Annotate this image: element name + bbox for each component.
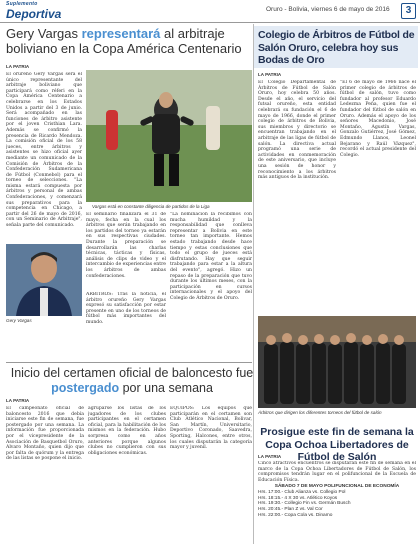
brand-small: Suplemento — [6, 1, 38, 7]
article3-headline — [10, 366, 254, 396]
article1-col1: El orureño Gery Vargas será el único representante del arbitraje boliviano que participará como réferi en la Copa América Centenario a celebrarse en los Estados Unidos a partir del 3 de junio. Será acompañado en las funciones de árbitro asistente por el joven Cristhian Lara. Además se confirmó la presencia de Ricardo Mendoza. La comisión oficial de los 58 jueces, entre árbitros y asistentes se hizo oficial ayer mediante un comunicado de la Comisión de Árbitros de la Confederación Sudamericana de Fútbol (Conmebol) para el torneo de selecciones. "La misma estará compuesta por árbitros y personal de ambas Confederaciones, y comenzará sus preparativos para la competencia en Chicago, a partir del 26 de mayo de 2016, con un Seminario de Arbitraje", señala parte del comunicado. — [6, 72, 82, 229]
schedule-row: Hrs. 20:45.- Plan Z vs. Val Cor — [258, 507, 323, 513]
article1-col2b: ÁRBITROS: Tras la noticia, el árbitro orureño Gery Vargas expresó su satisfacción por estar presente en uno de los torneos de fútbol más importantes del mundo. — [86, 292, 166, 325]
section-divider — [6, 362, 252, 363]
portrait-photo — [6, 244, 82, 316]
referees-group-caption: Árbitros que dirigen los diferentes torneos del fútbol de salón — [258, 410, 382, 415]
schedule-title: SÁBADO 7 DE MAYO POLIFUNCIONAL DE ECONOMÍA — [274, 484, 400, 489]
article1-headline — [6, 26, 256, 56]
schedule-row: Hrs. 18:15.- 4 X 30 vs. Atlético Koyos — [258, 495, 338, 501]
schedule-row: Hrs. 22:00.- Copa Cola vs. Dinamo — [258, 512, 333, 518]
referee-photo — [86, 70, 252, 202]
brand-name: Deportiva — [6, 7, 62, 21]
portrait-caption: Gery Vargas — [6, 318, 32, 323]
schedule-row: Hrs. 19:30.- Collegio Fin vs. Germán Busch — [258, 501, 351, 507]
referee-photo-image — [86, 70, 252, 202]
schedule-row: Hrs. 17:00.- Club Alianza vs. Collegio Pol — [258, 489, 346, 495]
article2-col1: El Colegio Departamental de Árbitros de Fútbol de Salón Oruro, hoy celebra 50 años. Desde el año, el servicio del futsal orureño, esta entidad celebrará su fundación el 6 de mayo de 1966, donde el primer colegio de árbitros de Bolivia, sus miembros y directorio se encuentran trabajando en el arbitraje de las ligas de fútbol de salón. La directiva actual programó una serie de actividades en conmemoración de este aniversario, que incluye una sesión de honor y reconocimiento a los árbitros más antiguos de la institución. — [258, 80, 336, 181]
article4-tag: LA PATRIA — [258, 454, 282, 459]
referees-group-image — [258, 316, 416, 408]
article3-col2: agruparse los listas de los jugadores de los clubes participantes en el certamen oficial, para la habilitación de los mismos en la federación. Hubo sorpresa como en años anteriores porque algunos clubes no cumplieron con sus obligaciones económicas. — [88, 406, 166, 456]
portrait-photo-image — [6, 244, 82, 316]
headline-text: Gery Vargas — [6, 26, 82, 41]
article2-col2: "El 6 de mayo de 1966 nace el primer colegio de árbitros de fútbol de salón, tuvo como fundador al profesor Eduardo Ledezma Peña, quien fue el fundador del fútbol de salón en Oruro. Además el apoyo de los señores Macedonio, José Montaño, Agustín Vargas, Gonzalo Gutiérrez, José Gómez, Edmundo Llanos, Leonel Bejarano y Raúl Vázquez", recordó el actual presidente del Colegio. — [340, 80, 416, 158]
article1-tag: LA PATRIA — [6, 64, 30, 69]
referees-group-photo — [258, 316, 416, 408]
dateline: Oruro - Bolivia, viernes 6 de mayo de 2016 — [266, 6, 390, 13]
headline-text: Inicio del certamen oficial de baloncesto fue — [10, 366, 254, 380]
article1-col3: "La nominación la recibimos con mucha humildad y la responsabilidad que conlleva representar a Bolivia en este torneo tan importante. Hemos estado trabajando desde hace tiempo y estas conclusiones que todo el grupo de jueces está disfrutando. Hay que seguir trabajando para estar a la altura del evento", agregó. Hizo un repaso de la preparación que tuvo durante los últimos meses, con la participación en cursos internacionales y el apoyo del Colegio de Árbitros de Oruro. — [170, 212, 252, 301]
headline-text-2: al arbitraje boliviano en la Copa América Centenario — [6, 26, 242, 56]
headline-highlight: representará — [81, 26, 161, 41]
brand-logo — [6, 2, 61, 20]
article3-col1: El campeonato oficial de baloncesto 2016 que debía iniciarse este fin de semana, fue postergado por una semana. La información fue proporcionada por el vicepresidente de la Asociación de Basquetbol Oruro, Alvaro Montaño, quien dijo que por falta de quórum y la entrega de las listas se pospone el inicio. — [6, 406, 84, 462]
article4-headline: Prosigue este fin de semana la Copa Ochoa Libertadores de Fútbol de Salón — [260, 426, 414, 463]
article1-col2: El seminario finalizará el 31 de mayo, fecha en la cual los árbitros que serán trabajando en los partidos del torneo ya estarán en sus respectivas ciudades. Durante la preparación se desarrollarán las charlas técnicas, tácticas y físicas, análisis de clips de video y el intercambio de experiencias entre los árbitros de ambas confederaciones. — [86, 212, 166, 279]
article3-tag: LA PATRIA — [6, 398, 30, 403]
column-divider — [253, 24, 254, 544]
article2-headline: Colegio de Árbitros de Fútbol de Salón Oruro, celebra hoy sus Bodas de Oro — [258, 29, 415, 66]
match-schedule — [258, 484, 416, 519]
masthead — [0, 0, 420, 23]
referee-photo-caption: Vargas está en constante diligencia de partidos de la Liga — [92, 204, 210, 209]
article2-tag: LA PATRIA — [258, 72, 282, 77]
page-number: 3 — [401, 3, 416, 19]
article3-col3: EQUIPOS: Los equipos que participarán en el certamen son Club Atlético Nacional, Bolivar, San Martín, Universitario, Deportivo Coronado, Saavedra, Sporting, Halcones, entre otros, los cuales disputarán la categoría mayor y juvenil. — [170, 406, 252, 451]
article4-intro: Cinco atractivos encuentros se disputarán este fin de semana en el marco de la Copa Ochoa Libertadores de Fútbol de Salón, los compromisos tendrán lugar en el polifuncional de la Escuela de Educación Física. — [258, 461, 416, 483]
headline-text-2: por una semana — [119, 381, 213, 395]
headline-highlight: postergado — [51, 381, 120, 395]
